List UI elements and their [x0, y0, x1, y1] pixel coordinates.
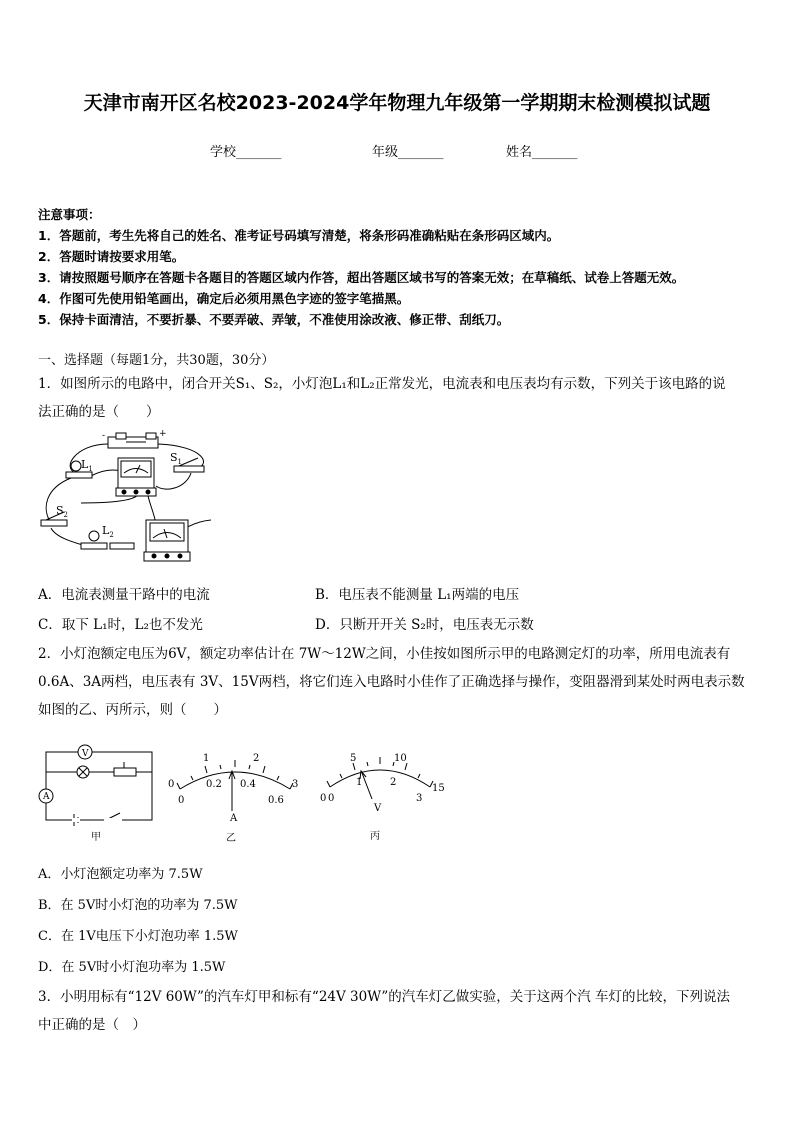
switch-s1-label: $S_1$	[170, 451, 183, 466]
page-title: 天津市南开区名校2023-2024学年物理九年级第一学期期末检测模拟试题	[83, 92, 711, 114]
q2-option-b: B．在 5V时小灯泡的功率为 7.5W	[38, 898, 238, 913]
note-item: 2．答题时请按要求用笔。	[38, 249, 185, 264]
ammeter-symbol-label: A	[43, 792, 50, 802]
circuit-figure-jia	[36, 740, 160, 844]
bing-needle-label: V	[374, 803, 382, 814]
note-item: 3．请按照题号顺序在答题卡各题目的答题区域内作答，超出答题区域书写的答案无效；在草稿纸、试卷上答题无效。	[38, 270, 685, 285]
circuit-figure-q1	[36, 428, 236, 576]
lamp-l1-label: $L_1$	[81, 458, 93, 473]
q1-option-d: D．只断开开关 S₂时，电压表无示数	[315, 617, 534, 633]
q1-option-a: A．电流表测量干路中的电流	[38, 587, 210, 603]
bing-bottom-tick: 0	[328, 793, 335, 804]
q2-option-a: A．小灯泡额定功率为 7.5W	[38, 867, 203, 882]
bing-top-tick: 5	[350, 753, 357, 764]
grade-field: 年级_______	[372, 145, 444, 160]
yi-top-tick: 2	[253, 753, 260, 764]
figure-caption-bing: 丙	[370, 831, 380, 842]
figure-caption-jia: 甲	[91, 832, 101, 843]
question-1-line: 1．如图所示的电路中，闭合开关S₁、S₂，小灯泡L₁和L₂正常发光，电流表和电压表均有示数，下列关于该电路的说	[38, 376, 726, 392]
question-3-line: 中正确的是（ ）	[38, 1017, 146, 1033]
note-item: 5．保持卡面清洁，不要折暴、不要弄破、弄皱，不准使用涂改液、修正带、刮纸刀。	[38, 312, 510, 327]
battery-plus-label: +	[159, 429, 167, 439]
switch-s2-label: $S_2$	[56, 504, 69, 519]
notes-heading: 注意事项：	[38, 207, 101, 222]
q2-option-c: C．在 1V电压下小灯泡功率 1.5W	[38, 929, 238, 944]
battery-minus-label: -	[102, 431, 106, 441]
bing-bottom-tick: 1	[356, 777, 363, 788]
school-field: 学校_______	[210, 145, 282, 160]
yi-top-end: 3	[292, 779, 299, 790]
question-2-line: 如图的乙、丙所示，则（ ）	[38, 702, 227, 718]
figure-caption-yi: 乙	[226, 833, 236, 844]
ammeter-dial-yi	[160, 745, 300, 847]
q2-option-d: D．在 5V时小灯泡功率为 1.5W	[38, 960, 226, 975]
question-2-line: 0.6A、3A两档，电压表有 3V、15V两档，将它们连入电路时小佳作了正确选择与操作，变阻器滑到某处时两电表示数	[38, 674, 745, 690]
bing-top-zero: 0	[320, 793, 327, 804]
note-item: 1．答题前，考生先将自己的姓名、准考证号码填写清楚，将条形码准确粘贴在条形码区域内。	[38, 228, 560, 243]
yi-bottom-tick: 0.6	[268, 795, 284, 806]
yi-needle-label: A	[230, 813, 238, 824]
question-1-line: 法正确的是（ ）	[38, 404, 160, 420]
q1-option-b: B．电压表不能测量 L₁两端的电压	[315, 587, 520, 603]
question-3-line: 3．小明用标有“12V 60W”的汽车灯甲和标有“24V 30W”的汽车灯乙做实验，关于这两个汽 车灯的比较，下列说法	[38, 989, 731, 1005]
name-field: 姓名_______	[506, 145, 578, 160]
yi-top-zero: 0	[168, 779, 175, 790]
bing-top-end: 15	[432, 783, 445, 794]
voltmeter-symbol-label: V	[82, 749, 89, 759]
yi-top-tick: 1	[203, 753, 210, 764]
yi-bottom-tick: 0.2	[206, 779, 222, 790]
section-heading: 一、选择题（每题1分，共30题，30分）	[38, 353, 275, 368]
yi-bottom-tick: 0.4	[240, 779, 256, 790]
voltmeter-dial-bing	[312, 745, 452, 847]
q1-option-c: C．取下 L₁时，L₂也不发光	[38, 617, 203, 633]
note-item: 4．作图可先使用铅笔画出，确定后必须用黑色字迹的签字笔描黑。	[38, 291, 410, 306]
question-2-line: 2．小灯泡额定电压为6V，额定功率估计在 7W～12W之间，小佳按如图所示甲的电路测定灯的功率，所用电流表有	[38, 646, 731, 662]
notes-block	[38, 204, 684, 330]
question-3-stem	[38, 983, 760, 1039]
bing-bottom-tick: 2	[390, 777, 397, 788]
bing-bottom-tick: 3	[416, 793, 423, 804]
bing-top-tick: 10	[394, 753, 407, 764]
question-2-stem	[38, 640, 760, 724]
yi-bottom-tick: 0	[178, 795, 185, 806]
question-1-stem	[38, 370, 760, 426]
lamp-l2-label: $L_2$	[102, 524, 114, 539]
